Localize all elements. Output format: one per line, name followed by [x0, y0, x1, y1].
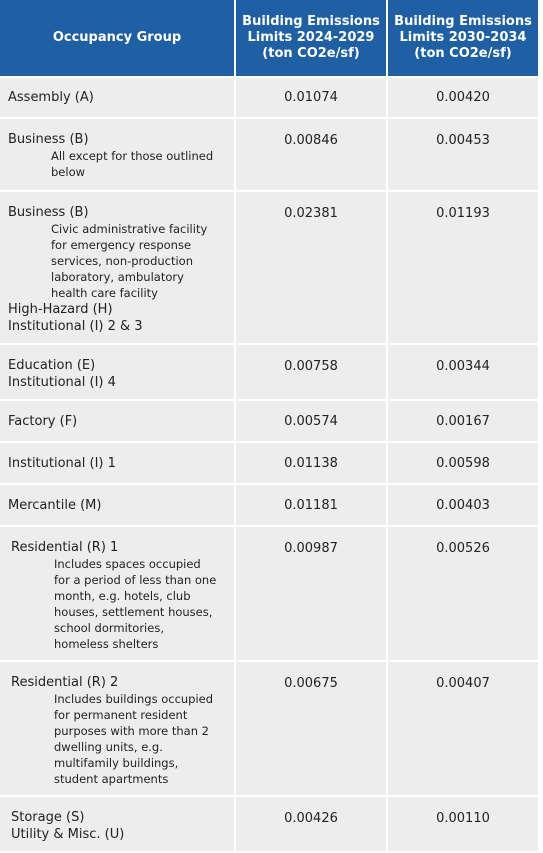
- occupancy-group-cell: [0, 344, 235, 400]
- table-row: [0, 442, 538, 484]
- group-name: Storage (S): [11, 810, 85, 825]
- limits-2024-2029-header: [235, 0, 387, 77]
- occupancy-group-cell: [0, 77, 235, 118]
- table-row: [0, 526, 538, 661]
- group-name: Mercantile (M): [8, 497, 102, 513]
- table-row: [0, 484, 538, 526]
- occupancy-group-cell: [0, 484, 235, 526]
- occupancy-group-cell: [0, 400, 235, 442]
- group-note: Includes buildings occupied for permanent resident purposes with more than 2 dwelling units, e.g. multifamily buildings, student apartments: [54, 692, 214, 786]
- limit-2024-cell: 0.00675: [235, 661, 387, 796]
- limit-2024-cell: 0.01138: [235, 442, 387, 484]
- limit-2030-cell: 0.00453: [387, 118, 538, 191]
- group-name: Education (E): [8, 358, 96, 373]
- group-name: Institutional (I) 2 & 3: [8, 319, 143, 334]
- limit-2024-cell: 0.02381: [235, 191, 387, 344]
- limit-2030-cell: 0.01193: [387, 191, 538, 344]
- header-line: Limits 2024-2029: [247, 30, 375, 45]
- header-line: Limits 2030-2034: [399, 30, 527, 45]
- group-name: Utility & Misc. (U): [11, 827, 125, 842]
- table-row: [0, 191, 538, 344]
- header-line: (ton CO2e/sf): [414, 46, 512, 61]
- limit-2024-cell: 0.00426: [235, 796, 387, 852]
- limits-2030-2034-header: [387, 0, 538, 77]
- occupancy-group-cell: [0, 661, 235, 796]
- group-note: Civic administrative facility for emergency response services, non-production laboratory, ambulatory health care facility: [51, 222, 208, 300]
- group-name: Factory (F): [8, 413, 78, 429]
- table-row: [0, 77, 538, 118]
- limit-2024-cell: 0.01181: [235, 484, 387, 526]
- limit-2030-cell: 0.00344: [387, 344, 538, 400]
- limit-2030-cell: 0.00598: [387, 442, 538, 484]
- occupancy-group-cell: [0, 526, 235, 661]
- group-name: Institutional (I) 1: [8, 455, 116, 471]
- limit-2030-cell: 0.00420: [387, 77, 538, 118]
- table-row: [0, 344, 538, 400]
- limit-2030-cell: 0.00110: [387, 796, 538, 852]
- limit-2024-cell: 0.00758: [235, 344, 387, 400]
- table-row: [0, 661, 538, 796]
- group-note: All except for those outlined below: [51, 149, 214, 179]
- group-name: Residential (R) 2: [11, 675, 119, 690]
- occupancy-group-cell: [0, 442, 235, 484]
- occupancy-group-cell: [0, 796, 235, 852]
- limit-2024-cell: 0.01074: [235, 77, 387, 118]
- group-name: Assembly (A): [8, 90, 94, 105]
- limit-2030-cell: 0.00403: [387, 484, 538, 526]
- limit-2024-cell: 0.00846: [235, 118, 387, 191]
- occupancy-group-cell: [0, 118, 235, 191]
- occupancy-group-header: Occupancy Group: [0, 0, 235, 77]
- group-name: Institutional (I) 4: [8, 375, 116, 390]
- table-row: [0, 118, 538, 191]
- limit-2030-cell: 0.00407: [387, 661, 538, 796]
- limit-2024-cell: 0.00574: [235, 400, 387, 442]
- table-row: [0, 400, 538, 442]
- group-name: Residential (R) 1: [11, 540, 119, 555]
- header-line: (ton CO2e/sf): [262, 46, 360, 61]
- group-name: High-Hazard (H): [8, 302, 113, 317]
- header-line: Building Emissions: [242, 14, 380, 29]
- occupancy-group-cell: [0, 191, 235, 344]
- group-name: Business (B): [8, 205, 89, 220]
- limit-2030-cell: 0.00167: [387, 400, 538, 442]
- group-note: Includes spaces occupied for a period of less than one month, e.g. hotels, club houses, settlement houses, school dormitories, homeless shelters: [54, 557, 217, 651]
- table-header-row: [0, 0, 538, 77]
- limit-2030-cell: 0.00526: [387, 526, 538, 661]
- limit-2024-cell: 0.00987: [235, 526, 387, 661]
- header-line: Building Emissions: [394, 14, 532, 29]
- group-name: Business (B): [8, 132, 89, 147]
- table-row: [0, 796, 538, 852]
